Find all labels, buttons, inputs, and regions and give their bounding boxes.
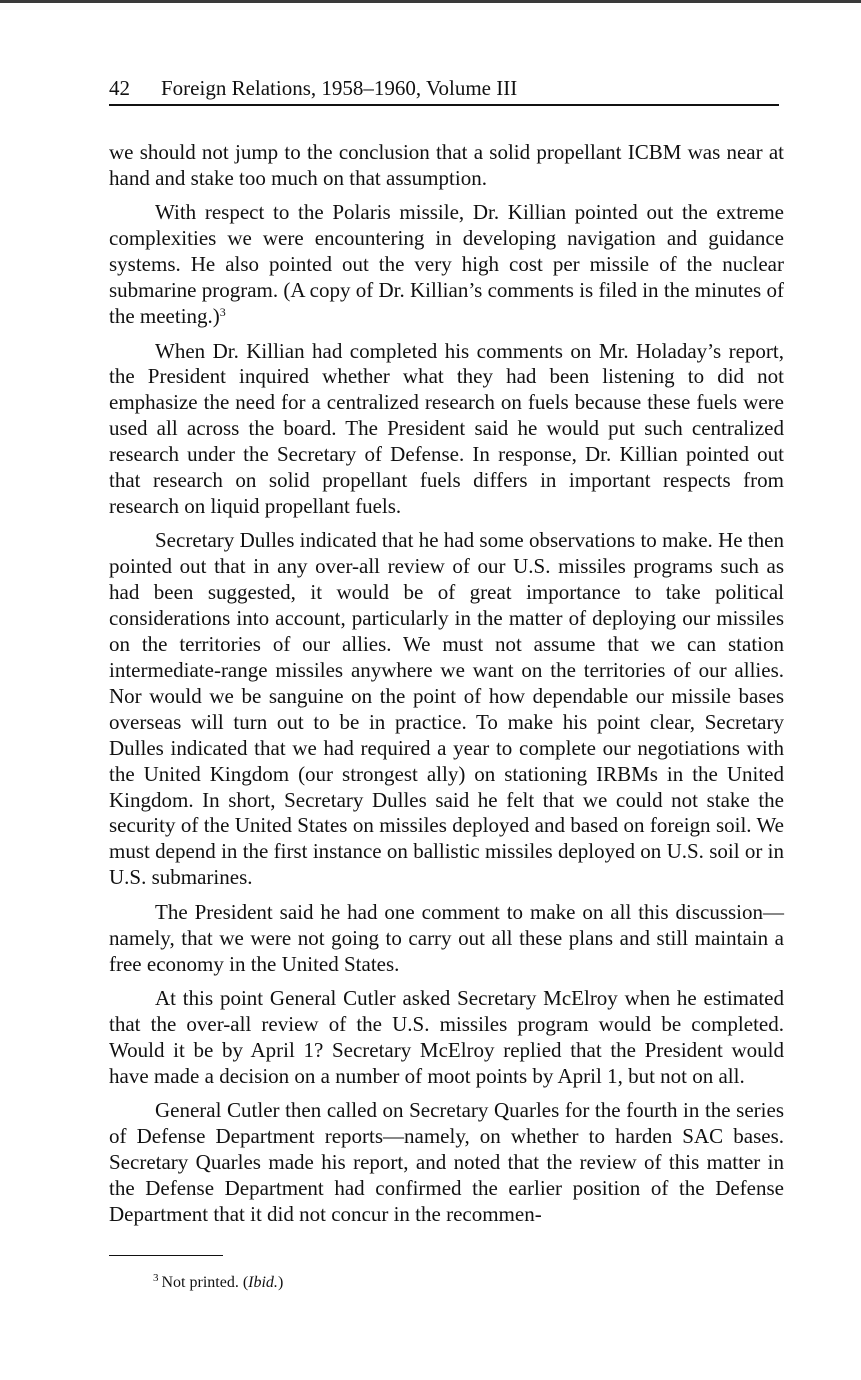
paragraph (109, 900, 784, 978)
publication-title: Foreign Relations, 1958–1960, Volume III (161, 76, 518, 100)
paragraph-text: Secretary Dulles indicated that he had some observations to make. He then pointed out that in any over-all review of our U.S. missiles programs such as had been suggested, it would be of great importance to take political considerations into account, particularly in the matter of deploying our missiles on the territories of our allies. We must not assume that we can station intermediate-range missiles anywhere we want on the territories of our allies. Nor would we be sanguine on the point of how dependable our missile bases overseas will turn out to be in practice. To make his point clear, Secretary Dulles indicated that we had required a year to complete our negotiations with the United Kingdom (our strongest ally) on stationing IRBMs in the United Kingdom. In short, Secretary Dulles said he felt that we could not stake the security of the United States on missiles deployed and based on foreign soil. We must depend in the first instance on ballistic missiles deployed on U.S. soil or in U.S. submarines. (109, 528, 784, 890)
paragraph-text: we should not jump to the conclusion that a solid propellant ICBM was near at hand and stake too much on that assumption. (109, 140, 784, 190)
footnote-close: ) (277, 1274, 284, 1291)
paragraph-text: At this point General Cutler asked Secretary McElroy when he estimated that the over-all review of the U.S. missiles program would be completed. Would it be by April 1? Secretary McElroy replied that the President would have made a decision on a number of moot points by April 1, but not on all. (109, 986, 784, 1088)
running-header (109, 74, 779, 106)
page-number: 42 (109, 76, 130, 100)
footnote-source: Ibid. (248, 1274, 278, 1291)
page-top-edge (0, 0, 861, 3)
paragraph-text: General Cutler then called on Secretary Quarles for the fourth in the series of Defense Department reports—namely, on whether to harden SAC bases. Secretary Quarles made his report, and noted that the review of this matter in the Defense Department had confirmed the earlier position of the Defense Department that it did not concur in the recommen- (109, 1098, 784, 1226)
footnote (153, 1272, 283, 1294)
footnote-text: Not printed. ( (161, 1274, 249, 1291)
paragraph-text: The President said he had one comment to make on all this discussion—namely, that we were not going to carry out all these plans and still maintain a free economy in the United States. (109, 899, 784, 976)
paragraph-text: With respect to the Polaris missile, Dr. Killian pointed out the extreme complexities we were encountering in developing navigation and guidance systems. He also pointed out the very high cost per missile of the nuclear submarine program. (A copy of Dr. Killian’s comments is filed in the minutes of the meeting.) (109, 200, 784, 329)
paragraph-text: When Dr. Killian had completed his comments on Mr. Holaday’s report, the President inquired whether what they had been listening to did not emphasize the need for a centralized research on fuels because these fuels were used all across the board. The President said he would put such centralized research under the Secretary of Defense. In response, Dr. Killian pointed out that research on solid propellant fuels differs in important respects from research on liquid propellant fuels. (109, 338, 784, 518)
paragraph (109, 339, 784, 520)
paragraph (109, 1098, 784, 1228)
document-body (109, 140, 784, 1228)
paragraph (109, 140, 784, 192)
paragraph (109, 986, 784, 1090)
paragraph (109, 200, 784, 330)
paragraph (109, 528, 784, 891)
footnote-reference: 3 (219, 305, 226, 320)
footnote-divider (109, 1255, 223, 1256)
footnote-number: 3 (153, 1272, 159, 1284)
